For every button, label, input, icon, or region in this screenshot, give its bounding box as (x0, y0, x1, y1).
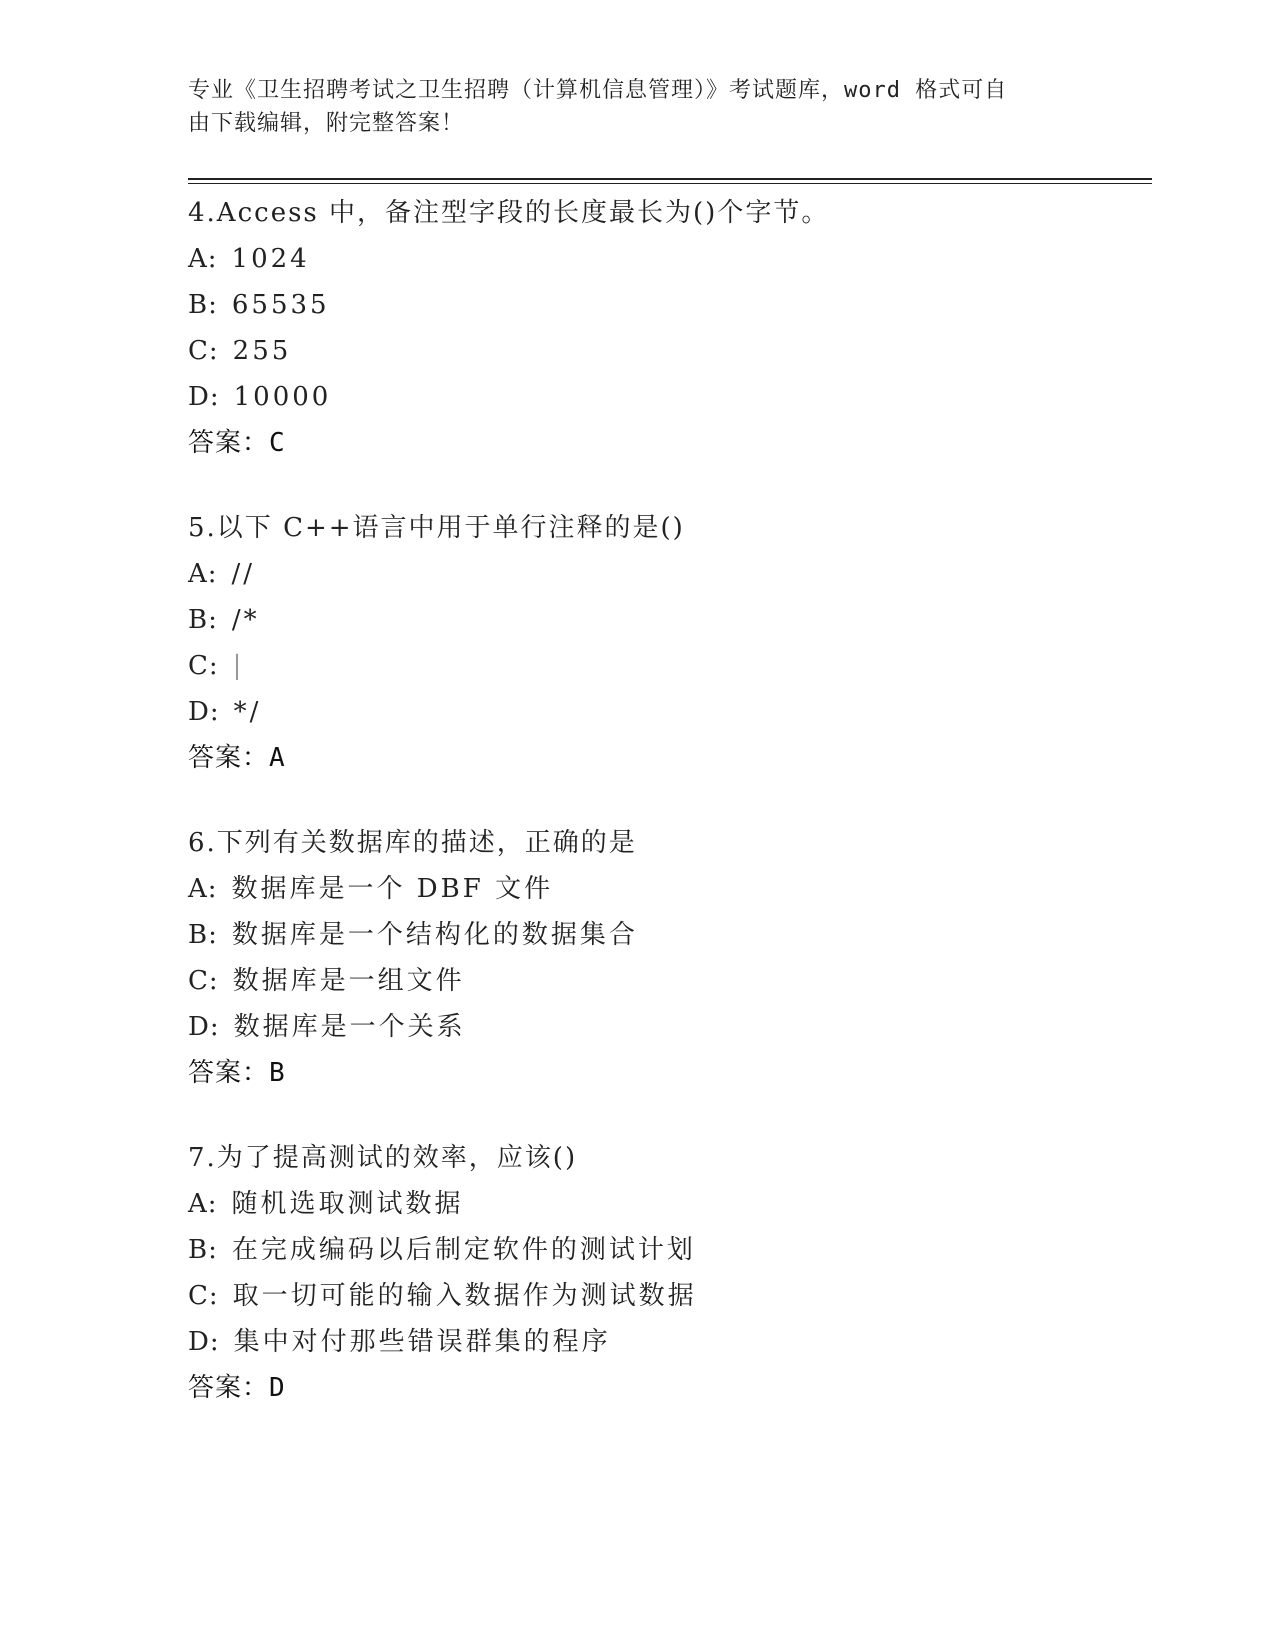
option-text: 集中对付那些错误群集的程序 (233, 1327, 611, 1357)
option-b (188, 912, 1148, 958)
option-label: B: (188, 920, 218, 950)
option-text: | (232, 651, 245, 681)
option-label: C: (188, 651, 219, 681)
option-text: 随机选取测试数据 (231, 1189, 464, 1219)
question-4 (188, 190, 1148, 466)
option-d (188, 374, 1148, 420)
question-stem: 4.Access 中，备注型字段的长度最长为()个字节。 (188, 198, 830, 228)
answer-value: D (269, 1373, 286, 1403)
option-a (188, 236, 1148, 282)
question-5 (188, 505, 1148, 781)
answer-line (188, 735, 1148, 781)
answer-label: 答案： (188, 1058, 270, 1088)
answer-value: B (269, 1058, 286, 1088)
option-text: /* (231, 605, 260, 635)
option-label: D: (188, 1012, 220, 1042)
option-c (188, 958, 1148, 1004)
option-text: 数据库是一组文件 (232, 966, 465, 996)
question-stem: 6.下列有关数据库的描述，正确的是 (188, 828, 637, 858)
answer-value: A (269, 743, 286, 773)
question-7 (188, 1135, 1148, 1411)
answer-line (188, 1050, 1148, 1096)
option-c (188, 328, 1148, 374)
option-text: 数据库是一个关系 (233, 1012, 466, 1042)
option-text: 1024 (231, 244, 310, 274)
option-d (188, 1319, 1148, 1365)
header-divider-thick (188, 178, 1152, 180)
question-stem: 5.以下 C++语言中用于单行注释的是() (188, 513, 685, 543)
option-label: A: (188, 1189, 218, 1219)
question-6 (188, 820, 1148, 1096)
answer-value: C (269, 428, 286, 458)
option-text: */ (233, 697, 262, 727)
answer-label: 答案： (188, 743, 270, 773)
option-text: 数据库是一个 DBF 文件 (231, 874, 554, 904)
option-label: B: (188, 605, 218, 635)
option-label: C: (188, 336, 219, 366)
option-a (188, 866, 1148, 912)
option-text: // (231, 559, 256, 589)
option-text: 255 (232, 336, 292, 366)
answer-line (188, 1365, 1148, 1411)
option-c (188, 1273, 1148, 1319)
option-text: 在完成编码以后制定软件的测试计划 (231, 1235, 696, 1265)
option-d (188, 1004, 1148, 1050)
option-a (188, 1181, 1148, 1227)
option-label: A: (188, 874, 218, 904)
option-b (188, 597, 1148, 643)
option-label: D: (188, 1327, 220, 1357)
option-text: 10000 (233, 382, 332, 412)
option-label: D: (188, 697, 220, 727)
question-stem: 7.为了提高测试的效率，应该() (188, 1143, 578, 1173)
option-text: 取一切可能的输入数据作为测试数据 (232, 1281, 697, 1311)
option-b (188, 1227, 1148, 1273)
option-label: A: (188, 244, 218, 274)
option-label: C: (188, 1281, 219, 1311)
option-label: B: (188, 290, 218, 320)
question-list (188, 190, 1148, 1450)
option-a (188, 551, 1148, 597)
header-line-1: 专业《卫生招聘考试之卫生招聘（计算机信息管理）》考试题库，word 格式可自 (188, 78, 1008, 103)
option-c (188, 643, 1148, 689)
option-d (188, 689, 1148, 735)
option-label: A: (188, 559, 218, 589)
option-label: C: (188, 966, 219, 996)
option-text: 数据库是一个结构化的数据集合 (231, 920, 638, 950)
option-text: 65535 (231, 290, 330, 320)
document-header (188, 74, 1088, 140)
option-b (188, 282, 1148, 328)
header-divider-thin (188, 183, 1152, 184)
option-label: D: (188, 382, 220, 412)
answer-line (188, 420, 1148, 466)
answer-label: 答案： (188, 428, 270, 458)
option-label: B: (188, 1235, 218, 1265)
header-line-2: 由下载编辑，附完整答案！ (188, 111, 465, 136)
answer-label: 答案： (188, 1373, 270, 1403)
